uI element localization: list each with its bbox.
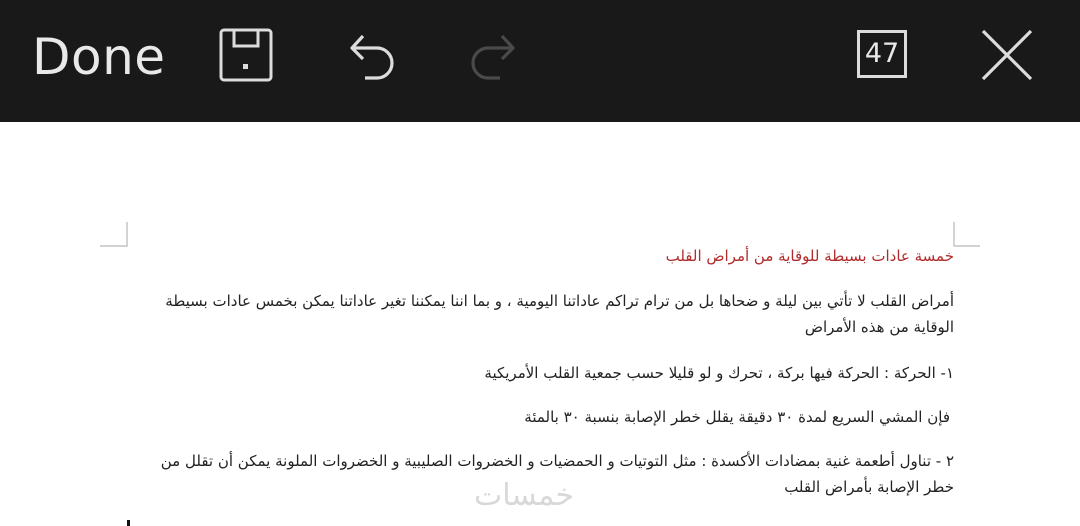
page-count-button[interactable]: 47 (857, 30, 907, 78)
top-toolbar (0, 0, 1080, 122)
document-title: خمسة عادات بسيطة للوقاية من أمراض القلب (665, 247, 954, 265)
save-icon (219, 28, 273, 82)
paragraph: ١- الحركة : الحركة فيها بركة ، تحرك و لو قليلا حسب جمعية القلب الأمريكية (484, 364, 954, 382)
document-page[interactable] (0, 122, 1080, 526)
undo-button[interactable] (345, 28, 395, 82)
text-cursor (127, 520, 130, 526)
redo-icon (470, 28, 520, 82)
redo-button[interactable] (470, 28, 520, 82)
close-button[interactable] (980, 28, 1034, 82)
margin-corner-left (100, 222, 130, 252)
paragraph: أمراض القلب لا تأتي بين ليلة و ضحاها بل من ترام تراكم عاداتنا اليومية ، و بما اننا يمكننا تغير عاداتنا يمكن بخمس عادات بسيطة الوقاية من هذه الأمراض (165, 292, 954, 336)
margin-corner-right (952, 222, 982, 252)
close-icon (980, 28, 1034, 82)
paragraph: ٢ - تناول أطعمة غنية بمضادات الأكسدة : مثل التوتيات و الحمضيات و الخضروات الصليبية و الخضروات الملونة يمكن أن تقلل من خطر الإصابة بأمراض القلب (160, 452, 954, 496)
done-button[interactable]: Done (32, 28, 166, 86)
paragraph: فإن المشي السريع لمدة ٣٠ دقيقة يقلل خطر الإصابة بنسبة ٣٠ بالمئة (524, 408, 950, 426)
watermark-logo: خمسات (474, 478, 575, 513)
save-button[interactable] (219, 28, 273, 82)
undo-icon (345, 28, 395, 82)
